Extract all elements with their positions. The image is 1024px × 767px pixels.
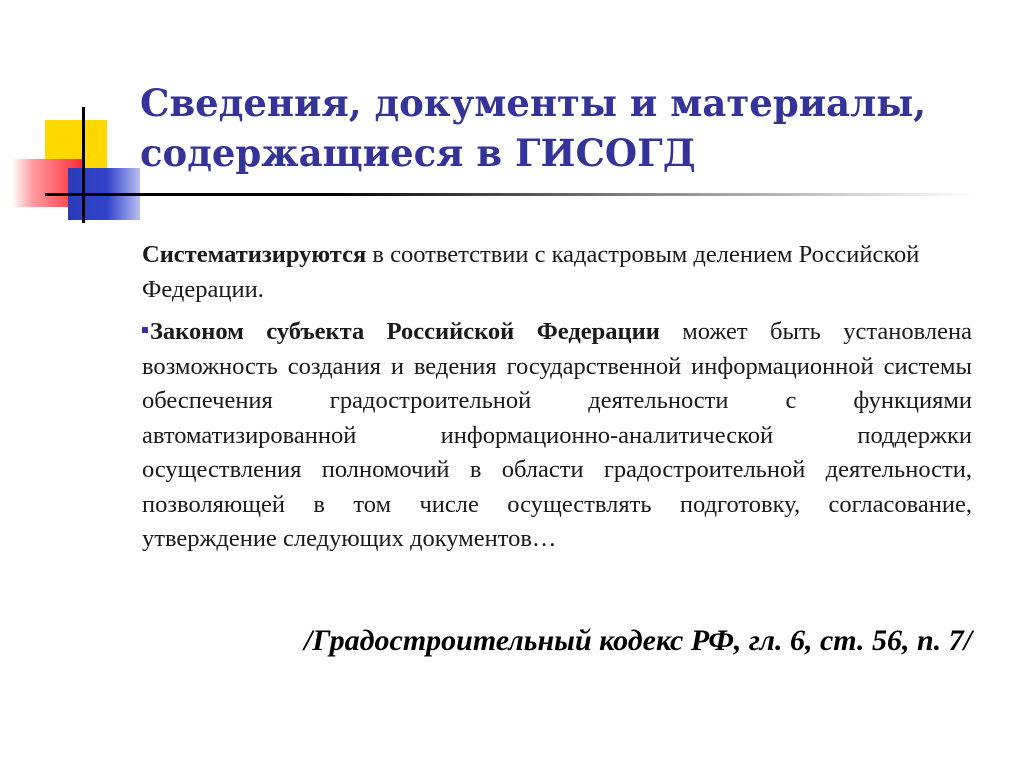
- title-underline: [45, 193, 975, 196]
- paragraph-2-text: может быть установлена возможность создания и ведения государственной информационной системы обеспечения градостроительной деятельности с функциями автоматизированной информационно-аналитической поддержки осуществления полномочий в области градостроительной деятельности, позволяющей в том числе осуществлять подготовку, согласование, утверждение следующих документов…: [142, 318, 972, 552]
- square-bullet-icon: [142, 327, 148, 333]
- paragraph-2-lead: Законом субъекта Российской Федерации: [150, 318, 660, 345]
- paragraph-1-text: в соответствии с кадастровым делением Российской Федерации.: [142, 241, 920, 303]
- title-line-1: Сведения, документы и материалы,: [140, 81, 927, 125]
- slide-title: [140, 78, 980, 178]
- paragraph-systematization: [142, 238, 972, 307]
- paragraph-1-lead: Систематизируются: [142, 241, 367, 268]
- decor-vertical-line: [82, 107, 85, 223]
- title-line-2: содержащиеся в ГИСОГД: [140, 131, 696, 175]
- paragraph-federal-law: [142, 315, 972, 557]
- slide-body: [142, 238, 972, 557]
- citation: /Градостроительный кодекс РФ, гл. 6, ст. 56, п. 7/: [304, 624, 972, 657]
